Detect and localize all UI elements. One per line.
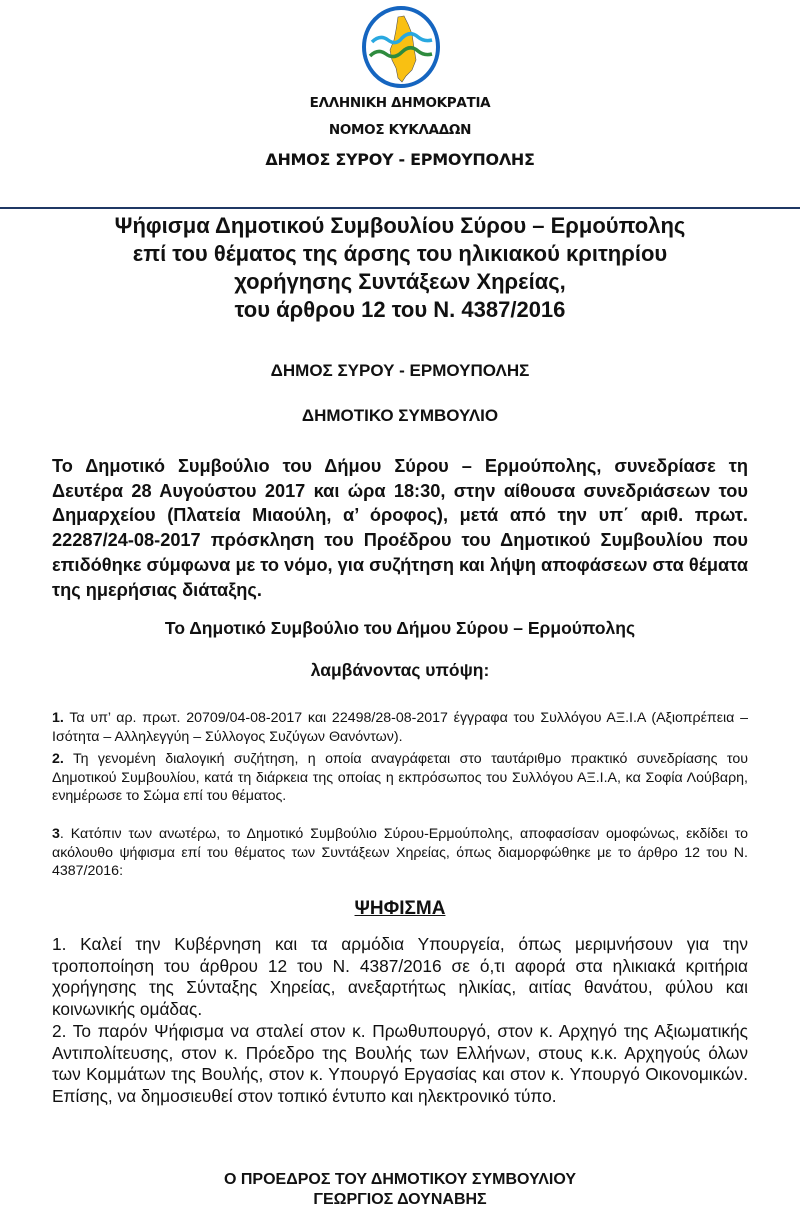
- municipality-logo: [358, 4, 444, 90]
- signature-block: [0, 1170, 800, 1210]
- title-line: χορήγησης Συντάξεων Χηρείας,: [234, 269, 566, 294]
- signature-name: ΓΕΩΡΓΙΟΣ ΔΟΥΝΑΒΗΣ: [313, 1191, 487, 1208]
- council-line: Το Δημοτικό Συμβούλιο του Δήμου Σύρου – Ερμούπολης: [164, 618, 636, 638]
- header-divider: [0, 207, 800, 209]
- header-republic: ΕΛΛΗΝΙΚΗ ΔΗΜΟΚΡΑΤΙΑ: [309, 95, 491, 111]
- header-municipality: ΔΗΜΟΣ ΣΥΡΟΥ - ΕΡΜΟΥΠΟΛΗΣ: [265, 150, 535, 169]
- municipality-heading: ΔΗΜΟΣ ΣΥΡΟΥ - ΕΡΜΟΥΠΟΛΗΣ: [270, 361, 530, 380]
- document-title: [0, 212, 800, 324]
- resolution-point: 2. Το παρόν Ψήφισμα να σταλεί στον κ. Πρωθυπουργό, στον κ. Αρχηγό της Αξιωματικής Αντιπολίτευσης, στον κ. Πρόεδρο της Βουλής των Ελλήνων, στους κ.κ. Αρχηγούς όλων των Κομμάτων της Βουλής, στον κ. Υπουργό Εργασίας και στον κ. Υπουργό Οικονομικών. Επίσης, να δημοσιευθεί στον τοπικό έντυπο και ηλεκτρονικό τύπο.: [52, 1020, 748, 1106]
- resolution-point: 1. Καλεί την Κυβέρνηση και τα αρμόδια Υπουργεία, όπως μεριμνήσουν για την τροποποίηση του άρθρου 12 του Ν. 4387/2016 σε ό,τι αφορά στα ηλικιακά κριτήρια χορήγησης της Σύνταξης Χηρείας, ανεξαρτήτως ηλικίας, αιτίας θανάτου, φύλου και κοινωνικής ομάδας.: [52, 934, 748, 1020]
- item-number: 1.: [52, 710, 64, 726]
- consideration-item: [52, 709, 748, 746]
- title-line: επί του θέματος της άρσης του ηλικιακού κριτηρίου: [132, 241, 668, 266]
- header-prefecture: ΝΟΜΟΣ ΚΥΚΛΑΔΩΝ: [328, 122, 472, 138]
- title-line: του άρθρου 12 του Ν. 4387/2016: [234, 297, 566, 322]
- consideration-item: [52, 750, 748, 806]
- item-number: 2.: [52, 751, 64, 767]
- resolution-body: [52, 934, 748, 1108]
- item-number: 3: [52, 826, 60, 842]
- title-line: Ψήφισμα Δημοτικού Συμβουλίου Σύρου – Ερμούπολης: [114, 213, 686, 238]
- considering-heading: λαμβάνοντας υπόψη:: [310, 660, 490, 680]
- council-heading: ΔΗΜΟΤΙΚΟ ΣΥΜΒΟΥΛΙΟ: [301, 406, 499, 425]
- resolution-heading: ΨΗΦΙΣΜΑ: [354, 898, 446, 919]
- intro-paragraph: Το Δημοτικό Συμβούλιο του Δήμου Σύρου – Ερμούπολης, συνεδρίασε τη Δευτέρα 28 Αυγούστου 2017 και ώρα 18:30, στην αίθουσα συνεδριάσεων του Δημαρχείου (Πλατεία Μιαούλη, α’ όροφος), μετά από την υπ΄ αριθ. πρωτ. 22287/24-08-2017 πρόσκληση του Προέδρου του Δημοτικού Συμβουλίου που επιδόθηκε σύμφωνα με το νόμο, για συζήτηση και λήψη αποφάσεων στα θέματα της ημερήσιας διάταξης.: [52, 456, 748, 600]
- item-text: Τα υπ’ αρ. πρωτ. 20709/04-08-2017 και 22498/28-08-2017 έγγραφα του Συλλόγου ΑΞ.Ι.Α (Αξιοπρέπεια – Ισότητα – Αλληλεγγύη – Σύλλογος Συζύγων Θανόντων).: [52, 710, 748, 745]
- item-text: Τη γενομένη διαλογική συζήτηση, η οποία αναγράφεται στο ταυτάριθμο πρακτικό συνεδρίασης του Δημοτικού Συμβουλίου, κατά τη διάρκεια της οποίας η εκπρόσωπος του Συλλόγου ΑΞ.Ι.Α, κα Σοφία Λούβαρη, ενημέρωσε το Σώμα επί του θέματος.: [52, 751, 748, 804]
- consideration-item: [52, 825, 748, 881]
- signature-role: Ο ΠΡΟΕΔΡΟΣ ΤΟΥ ΔΗΜΟΤΙΚΟΥ ΣΥΜΒΟΥΛΙΟΥ: [223, 1171, 577, 1188]
- item-text: . Κατόπιν των ανωτέρω, το Δημοτικό Συμβούλιο Σύρου-Ερμούπολης, αποφασίσαν ομοφώνως, εκδίδει το ακόλουθο ψήφισμα επί του θέματος των Συντάξεων Χηρείας, όπως διαμορφώθηκε με το άρθρο 12 του Ν. 4387/2016:: [52, 826, 748, 879]
